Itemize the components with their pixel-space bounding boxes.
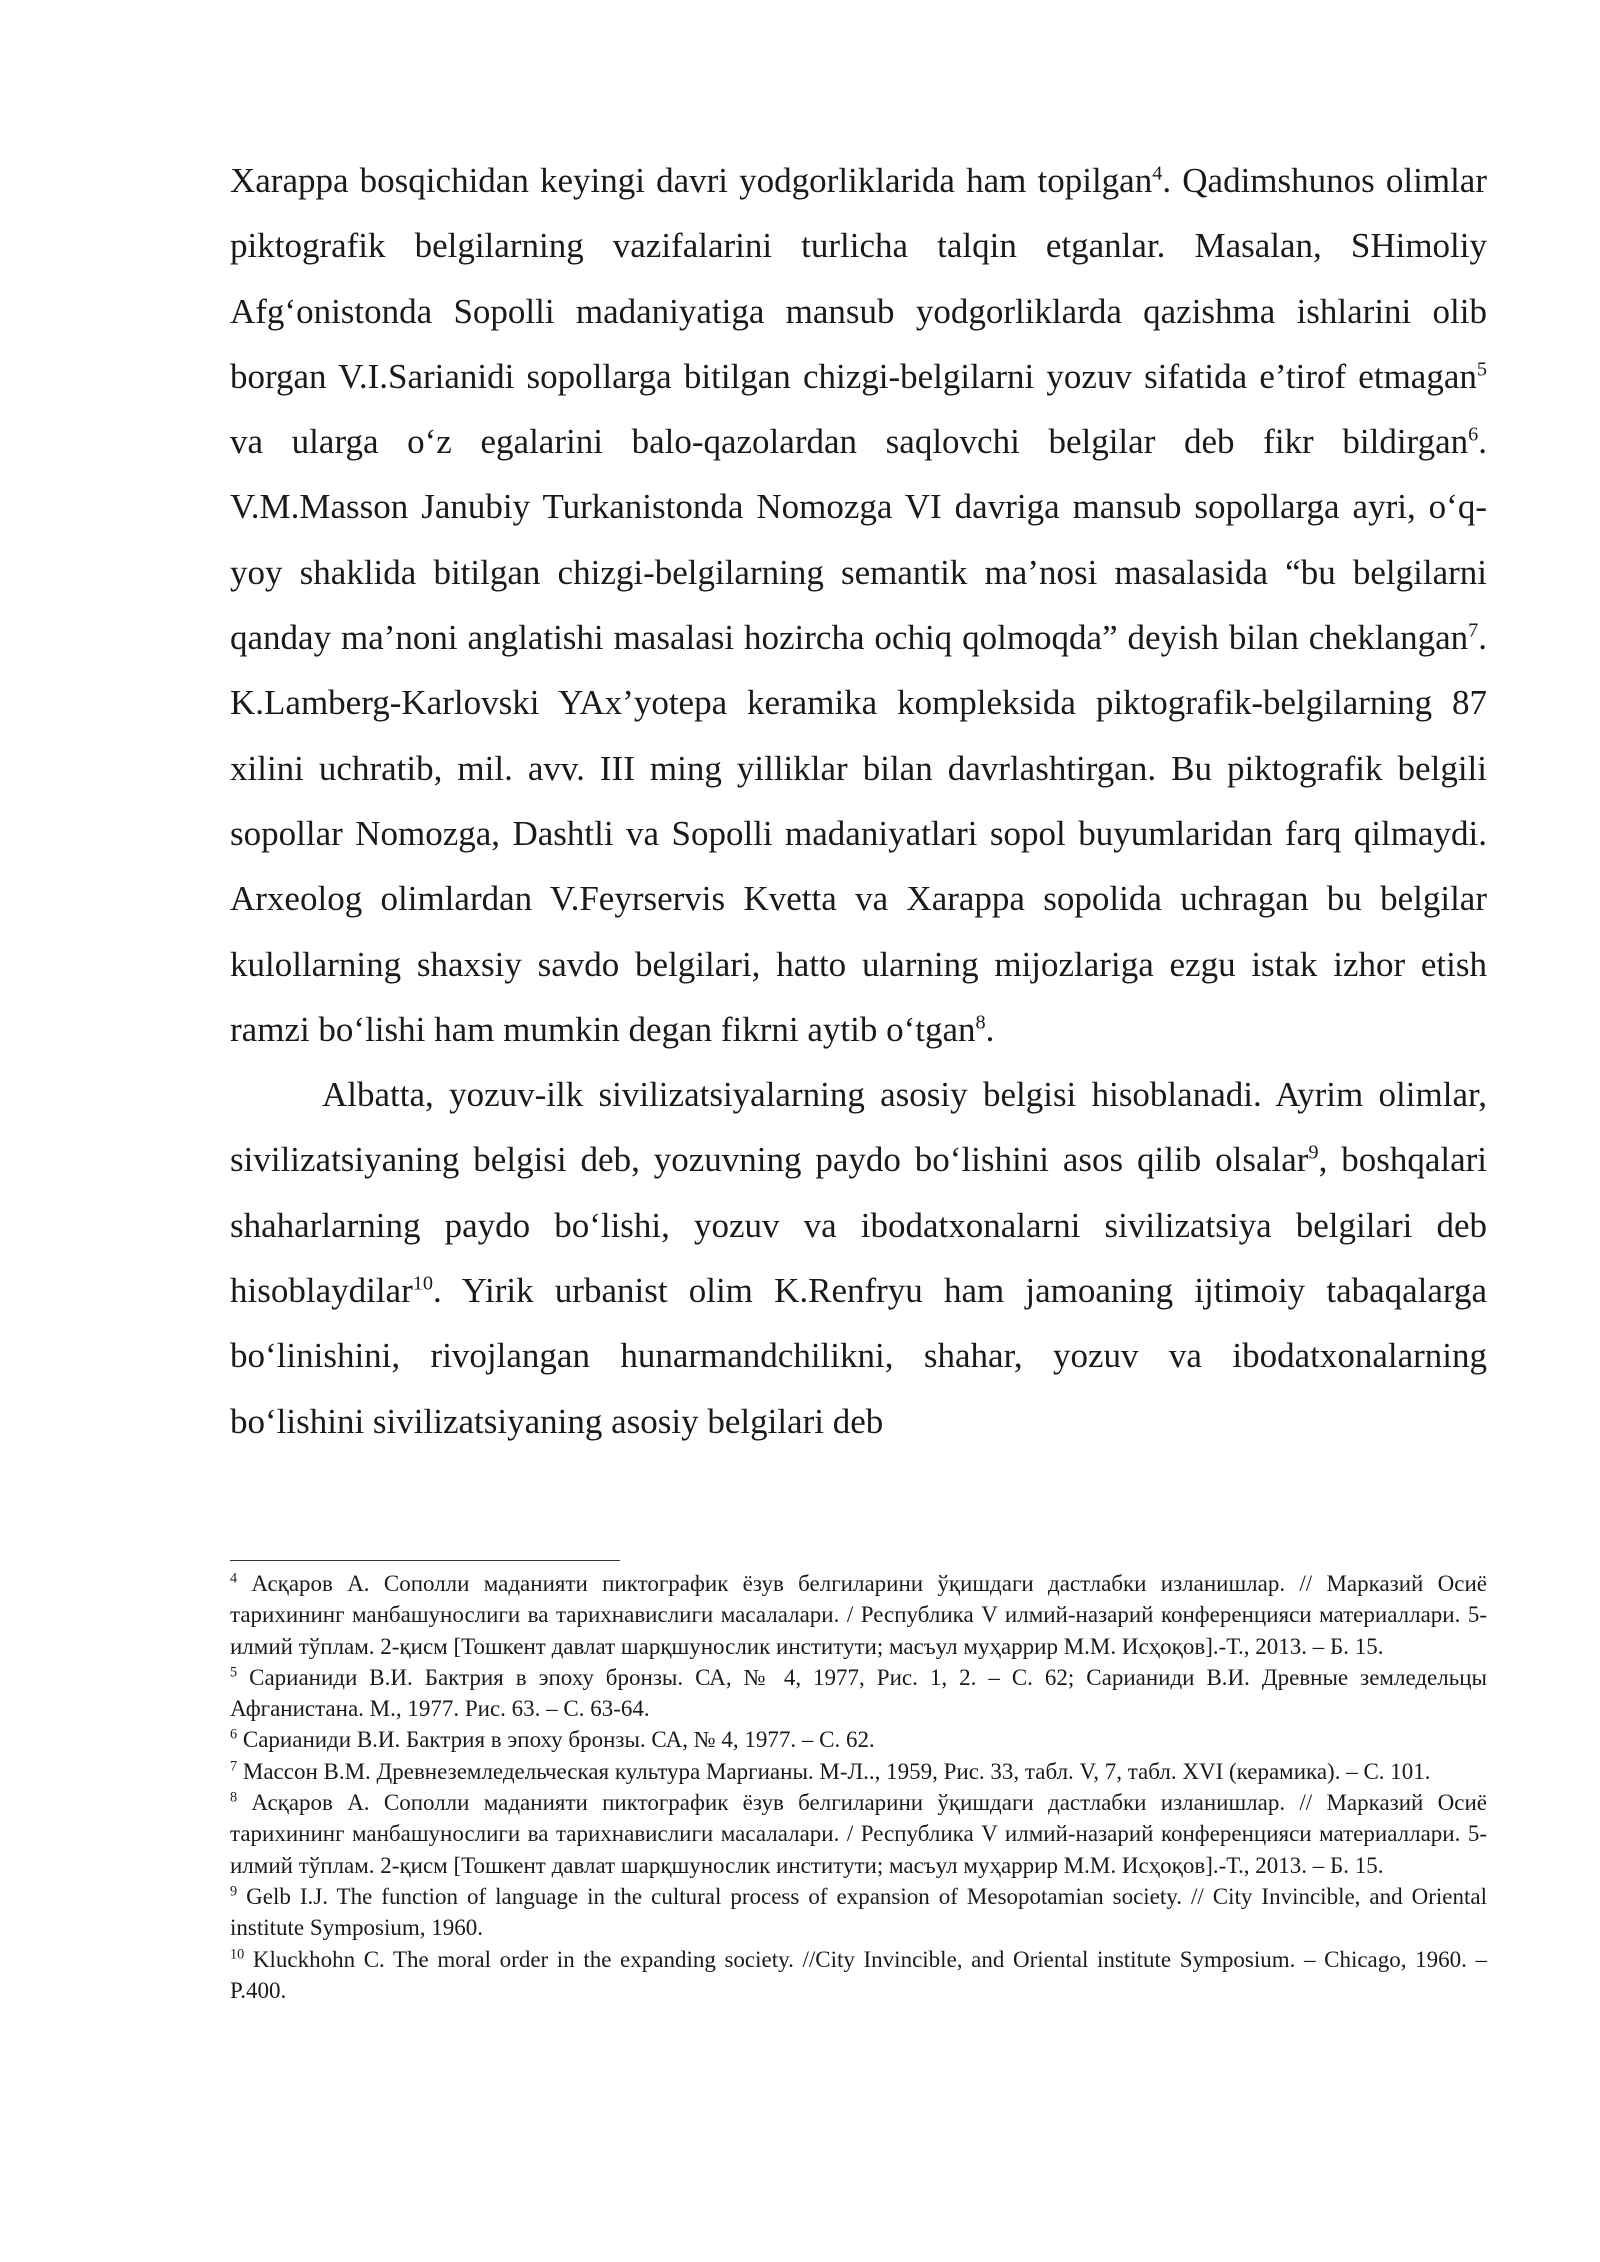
text-run: . <box>985 1009 995 1049</box>
footnote-number: 9 <box>230 1883 238 1900</box>
footnote-number: 7 <box>230 1758 238 1775</box>
footnote-number: 5 <box>230 1664 238 1681</box>
paragraph-1 <box>230 148 1487 1062</box>
text-run: . Qadimshunos olimlar piktografik belgilarning vazifalarini turlicha talqin etganlar. Masalan, SHimoliy Afg‘onistonda Sopolli madaniyatiga mansub yodgorliklarda qazishma ishlarini olib borgan V.I.Sarianidi sopollarga bitilgan chizgi-belgilarni yozuv sifatida e’tirof etmagan <box>230 161 1487 396</box>
footnote-text: Сарианиди В.И. Бактрия в эпоху бронзы. СА, № 4, 1977, Рис. 1, 2. – С. 62; Сарианиди В.И. Древные земледельцы Афганистана. М., 1977. Рис. 63. – С. 63-64. <box>230 1664 1487 1722</box>
footnote-number: 8 <box>230 1789 238 1806</box>
footnote-number: 4 <box>230 1570 238 1587</box>
footnote-separator <box>230 1560 620 1561</box>
text-run: , boshqalari shaharlarning paydo bo‘lishi, yozuv va ibodatxonalarni sivilizatsiya belgilari deb hisoblaydilar <box>230 1140 1488 1311</box>
text-run: Xarappa bosqichidan keyingi davri yodgorliklarida ham topilgan <box>230 161 1153 200</box>
footnote-9 <box>230 1881 1487 1944</box>
footnote-text: Сарианиди В.И. Бактрия в эпоху бронзы. СА, № 4, 1977. – С. 62. <box>237 1727 875 1753</box>
footnote-10 <box>230 1944 1487 2007</box>
paragraph-2 <box>230 1062 1487 1454</box>
text-run: Albatta, yozuv-ilk sivilizatsiyalarning asosiy belgisi hisoblanadi. Ayrim olimlar, sivilizatsiyaning belgisi deb, yozuvning paydo bo‘lishini asos qilib olsalar <box>230 1075 1487 1180</box>
footnote-number: 10 <box>230 1946 245 1963</box>
footnote-ref-8[interactable]: 8 <box>975 1011 986 1034</box>
footnote-text: Асқаров А. Сополли маданияти пиктографик ёзув белгиларини ўқишдаги дастлабки изланишлар. // Марказий Осиё тарихининг манбашунослиги ва тарихнавислиги масалалари. / Республика V илмий-назарий конференцияси материаллари. 5-илмий тўплам. 2-қисм [Тошкент давлат шарқшунослик институти; масъул муҳаррир М.М. Исҳоқов].-Т., 2013. – Б. 15. <box>230 1571 1487 1659</box>
footnote-ref-6[interactable]: 6 <box>1468 423 1479 446</box>
footnote-ref-9[interactable]: 9 <box>1308 1141 1319 1164</box>
text-run: . K.Lamberg-Karlovski YAx’yotepa keramika kompleksida piktografik-belgilarning 87 xilini uchratib, mil. avv. III ming yilliklar bilan davrlashtirgan. Bu piktografik belgili sopollar Nomozga, Dashtli va Sopolli madaniyatlari sopol buyumlaridan farq qilmaydi. Arxeolog olimlardan V.Feyrservis Kvetta va Xarappa sopolida uchragan bu belgilar kulollarning shaxsiy savdo belgilari, hatto ularning mijozlariga ezgu istak izhor etish ramzi bo‘lishi ham mumkin degan fikrni aytib o‘tgan <box>230 618 1487 1049</box>
footnote-text: Kluckhohn C. The moral order in the expanding society. //City Invincible, and Oriental institute Symposium. – Chicago, 1960. – P.400. <box>230 1946 1487 2003</box>
text-run: va ularga o‘z egalarini balo-qazolardan saqlovchi belgilar deb fikr bildirgan <box>230 422 1469 462</box>
footnote-5 <box>230 1662 1487 1725</box>
footnote-4 <box>230 1568 1487 1662</box>
footnote-text: Gelb I.J. The function of language in the cultural process of expansion of Mesopotamian society. // City Invincible, and Oriental institute Symposium, 1960. <box>230 1883 1487 1941</box>
footnote-6 <box>230 1724 1487 1755</box>
footnote-8 <box>230 1787 1487 1881</box>
footnote-text: Массон В.М. Древнеземледельческая культура Маргианы. М-Л.., 1959, Рис. 33, табл. V, 7, табл. XVI (керамика). – С. 101. <box>237 1758 1431 1784</box>
footnote-ref-10[interactable]: 10 <box>412 1272 434 1295</box>
footnotes <box>230 1568 1487 2006</box>
footnote-number: 6 <box>230 1726 238 1743</box>
main-text <box>230 148 1487 1454</box>
footnote-text: Асқаров А. Сополли маданияти пиктографик ёзув белгиларини ўқишдаги дастлабки изланишлар. // Марказий Осиё тарихининг манбашунослиги ва тарихнавислиги масалалари. / Республика V илмий-назарий конференцияси материаллари. 5-илмий тўплам. 2-қисм [Тошкент давлат шарқшунослик институти; масъул муҳаррир М.М. Исҳоқов].-Т., 2013. – Б. 15. <box>230 1790 1487 1878</box>
text-run: . V.M.Masson Janubiy Turkanistonda Nomozga VI davriga mansub sopollarga ayri, o‘q-yoy shaklida bitilgan chizgi-belgilarning semantik ma’nosi masalasida “bu belgilarni qanday ma’noni anglatishi masalasi hozircha ochiq qolmoqda” deyish bilan cheklangan <box>230 422 1487 658</box>
footnote-7 <box>230 1756 1487 1787</box>
text-run: . Yirik urbanist olim K.Renfryu ham jamoaning ijtimoiy tabaqalarga bo‘linishini, rivojlangan hunarmandchilikni, shahar, yozuv va ibodatxonalarning bo‘lishini sivilizatsiyaning asosiy belgilari deb <box>230 1271 1487 1441</box>
footnote-ref-7[interactable]: 7 <box>1468 619 1479 642</box>
footnote-ref-4[interactable]: 4 <box>1152 162 1163 185</box>
footnote-ref-5[interactable]: 5 <box>1476 358 1487 381</box>
